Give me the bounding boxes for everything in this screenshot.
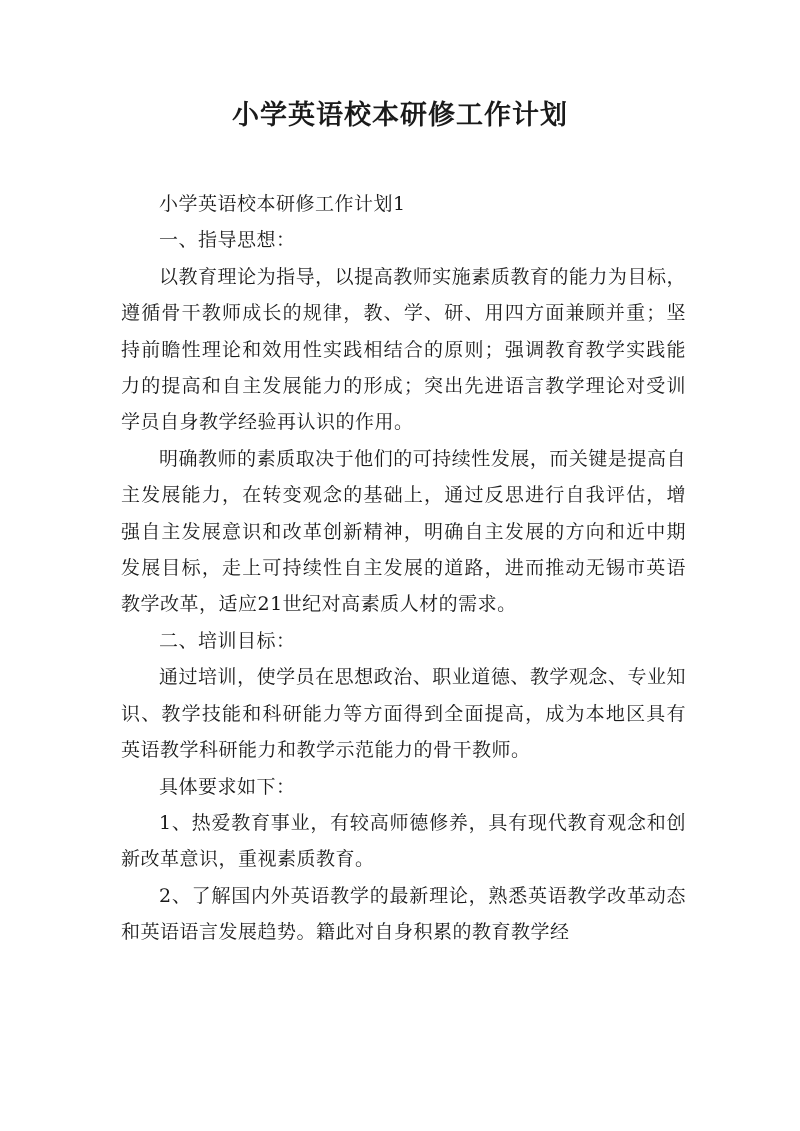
paragraph-teacher-development: 明确教师的素质取决于他们的可持续性发展，而关键是提高自主发展能力，在转变观念的基础上，通过反思进行自我评估，增强自主发展意识和改革创新精神，明确自主发展的方向和近中期发展目标，走上可持续性自主发展的道路，进而推动无锡市英语教学改革，适应21世纪对高素质人材的需求。 — [121, 447, 686, 616]
paragraph-training-goals: 通过培训，使学员在思想政治、职业道德、教学观念、专业知识、教学技能和科研能力等方面得到全面提高，成为本地区具有英语教学科研能力和教学示范能力的骨干教师。 — [121, 666, 686, 762]
paragraph-heading-plan: 小学英语校本研修工作计划1 — [159, 193, 406, 215]
paragraph-guiding-ideology: 以教育理论为指导，以提高教师实施素质教育的能力为目标，遵循骨干教师成长的规律，教、学、研、用四方面兼顾并重；坚持前瞻性理论和效用性实践相结合的原则；强调教育教学实践能力的提高和自主发展能力的形成；突出先进语言教学理论对受训学员自身教学经验再认识的作用。 — [121, 265, 686, 434]
paragraph-requirements-intro: 具体要求如下： — [159, 775, 296, 798]
document-body — [121, 186, 686, 951]
document-title: 小学英语校本研修工作计划 — [232, 100, 568, 131]
list-item-requirement-2: 2、了解国内外英语教学的最新理论，熟悉英语教学改革动态和英语语言发展趋势。籍此对自身积累的教育教学经 — [121, 884, 686, 944]
list-item-requirement-1: 1、热爱教育事业，有较高师德修养，具有现代教育观念和创新改革意识，重视素质教育。 — [121, 811, 686, 871]
section-heading-guiding-ideology: 一、指导思想： — [159, 229, 296, 252]
section-heading-training-goals: 二、培训目标： — [159, 629, 296, 652]
